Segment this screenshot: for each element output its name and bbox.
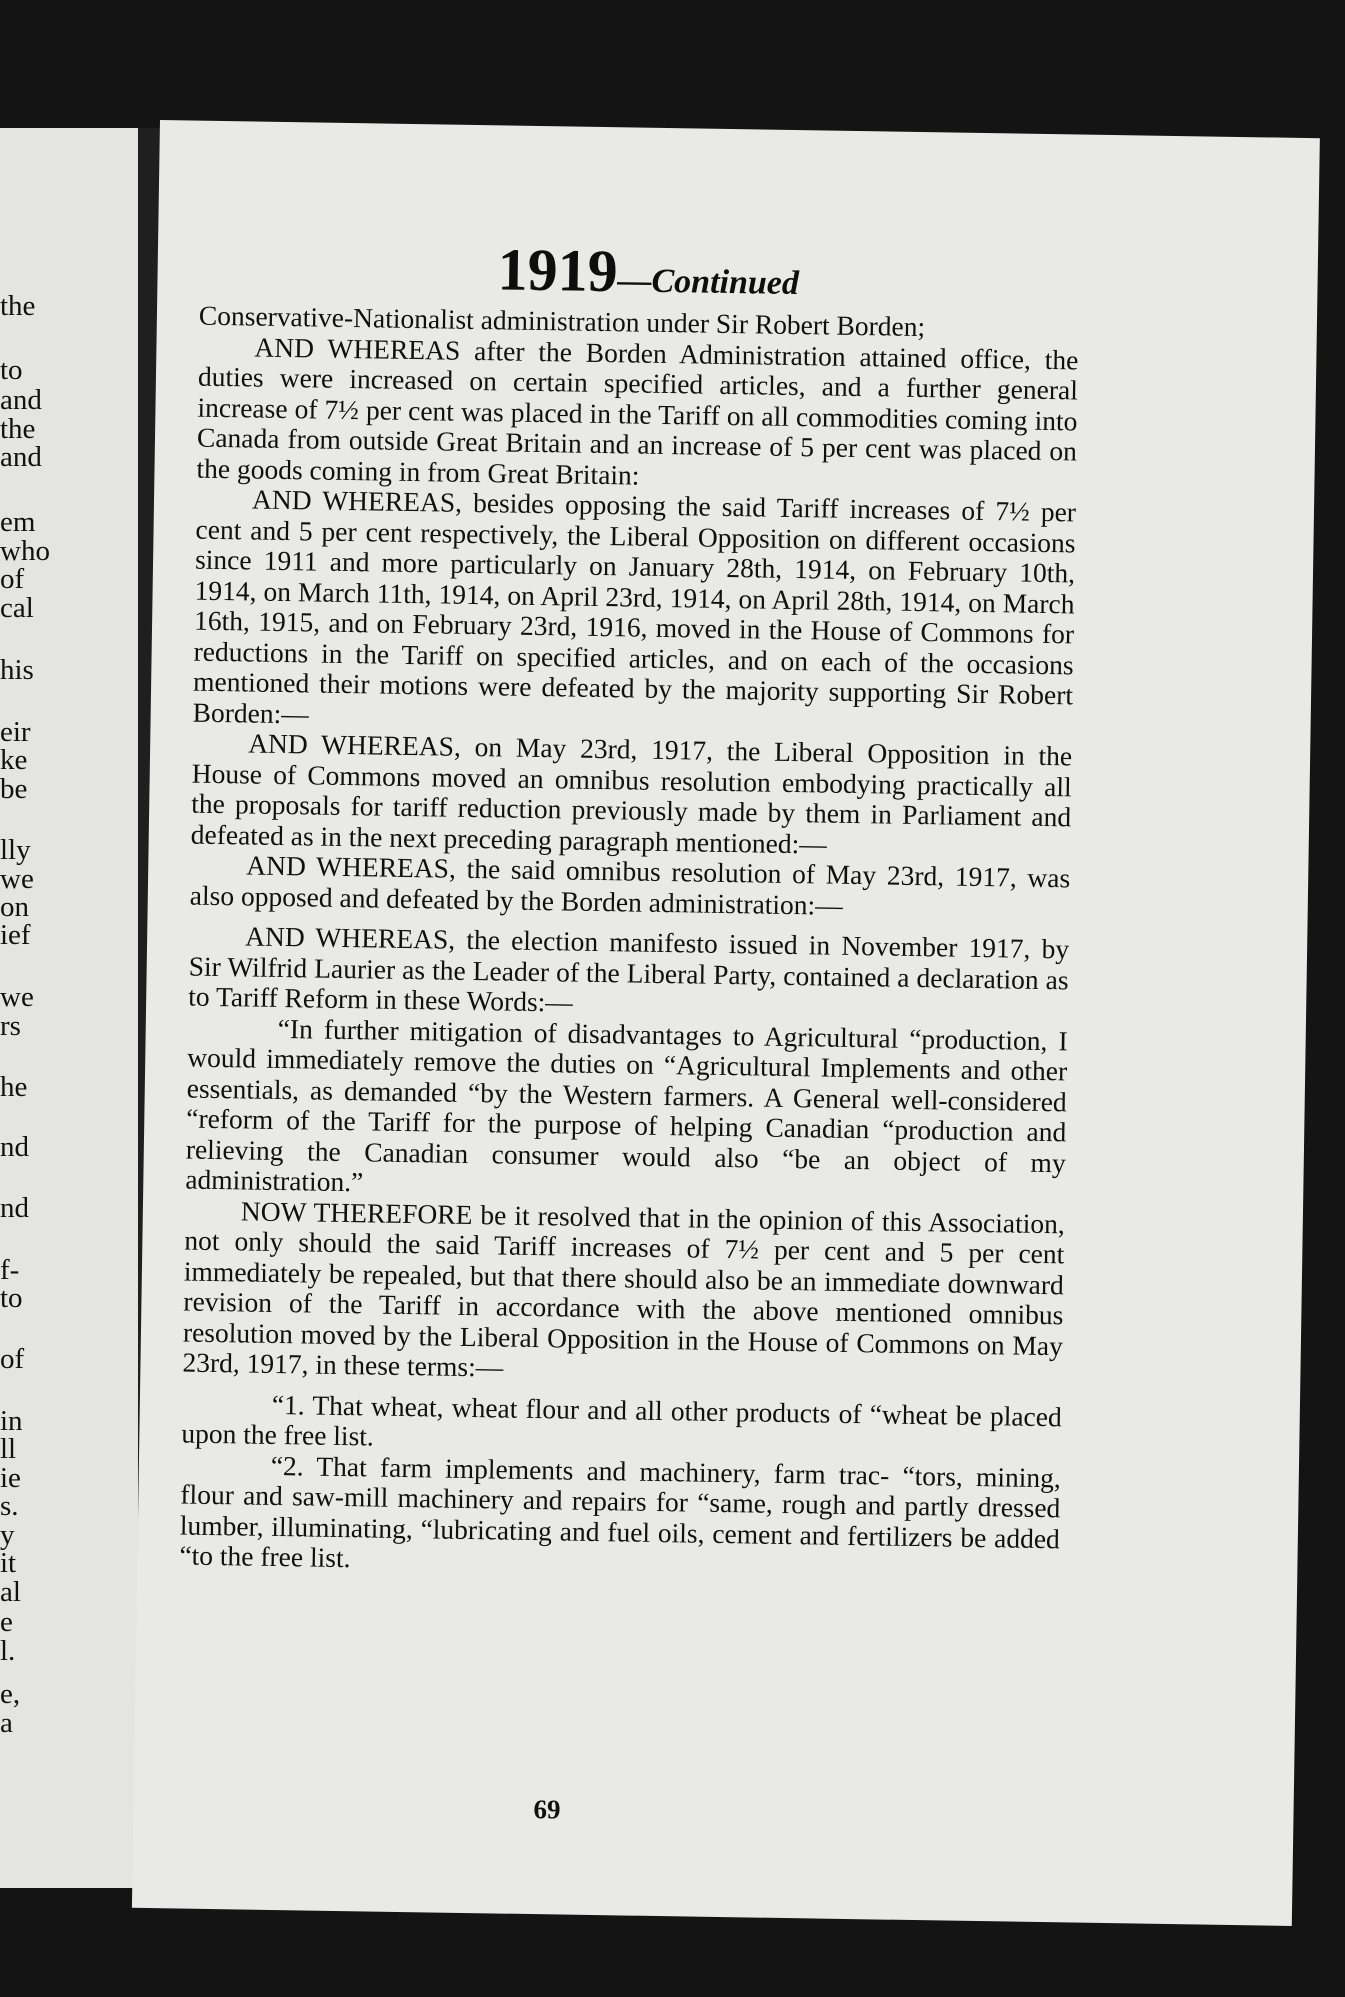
body-text [179, 301, 1079, 1585]
body-paragraph: “1. That wheat, wheat flour and all other products of “wheat be placed upon the free list. [181, 1388, 1062, 1452]
left-page-fragment: lly [0, 834, 31, 866]
left-page-fragment: em [0, 506, 36, 538]
left-page-fragment: rs [0, 1010, 21, 1042]
body-paragraph: AND WHEREAS, the election manifesto issued in November 1917, by Sir Wilfrid Laurier as the Leader of the Liberal Party, contained a declaration as to Tariff Reform in these Words:— [187, 920, 1070, 1018]
left-page-fragment: ll [0, 1433, 17, 1465]
body-paragraph: AND WHEREAS, the said omnibus resolution of May 23rd, 1917, was also opposed and defeated by the Borden administration:— [189, 849, 1071, 921]
page-heading [497, 235, 898, 310]
body-paragraph: AND WHEREAS after the Borden Administration attained office, the duties were increased on certain specified articles, and a further general increase of 7½ per cent was placed in the Tariff on all commodities coming into Canada from outside Great Britain and an increase of 5 per cent was placed on the goods coming in from Great Britain: [196, 331, 1079, 491]
left-page-fragment: we [0, 863, 34, 895]
left-page-edge [0, 128, 138, 1888]
left-page-fragment: nd [0, 1131, 29, 1163]
left-page-fragment: in [0, 1405, 23, 1437]
left-page-fragment: on [0, 891, 29, 923]
left-page-fragment: to [0, 1282, 23, 1314]
body-paragraph: NOW THEREFORE be it resolved that in the opinion of this Association, not only should the said Tariff increases of 7½ per cent and 5 per cent immediately be repealed, but that there should also be an immediate downward revision of the Tariff in accordance with the above mentioned omnibus resolution moved by the Liberal Opposition in the House of Commons on May 23rd, 1917, in these terms:— [182, 1194, 1066, 1383]
body-paragraph: Conservative-Nationalist administration under Sir Robert Borden; [198, 299, 926, 343]
left-page-fragment: his [0, 654, 34, 686]
left-page-fragment: a [0, 1707, 13, 1739]
body-paragraph: “In further mitigation of disadvantages to Agricultural “production, I would immediately remove the duties on “Agricultural Implements and other essentials, as demanded “by the Western farmers. A General well-considered “reform of the Tariff for the purpose of helping Canadian “production and relieving the Canadian consumer would also “be an object of my administration.” [185, 1012, 1068, 1198]
left-page-fragment: ie [0, 1462, 21, 1494]
left-page-fragment: who [0, 535, 50, 567]
left-page-fragment: e, [0, 1678, 21, 1710]
left-page-fragment: cal [0, 592, 34, 624]
left-page-fragment: be [0, 773, 28, 805]
left-page-fragment: of [0, 1343, 25, 1375]
left-page-fragment: to [0, 354, 23, 386]
left-page-fragment: al [0, 1576, 21, 1608]
left-page-fragment: s. [0, 1490, 19, 1522]
left-page-fragment: eir [0, 716, 31, 748]
heading-continued: —Continued [617, 262, 800, 303]
left-page-fragment: the [0, 290, 36, 322]
left-page-fragment: y [0, 1519, 15, 1551]
heading-year: 1919 [497, 236, 619, 305]
left-page-fragment: l. [0, 1635, 16, 1667]
left-page-fragment: f- [0, 1254, 20, 1286]
left-page-fragment: and [0, 384, 42, 416]
body-paragraph: AND WHEREAS, on May 23rd, 1917, the Liberal Opposition in the House of Commons moved an omnibus resolution embodying practically all the proposals for tariff reduction previously made by them in Parliament and defeated as in the next preceding paragraph mentioned:— [190, 727, 1073, 860]
left-page-fragment: the [0, 413, 36, 445]
left-page-fragment: it [0, 1547, 17, 1579]
left-page-fragment: nd [0, 1192, 29, 1224]
left-page-fragment: e [0, 1606, 13, 1638]
page-number: 69 [533, 1794, 561, 1825]
left-page-fragment: and [0, 441, 42, 473]
body-paragraph: “2. That farm implements and machinery, farm trac- “tors, mining, flour and saw-mill machinery and repairs for “same, rough and partly dressed lumber, illuminating, “lubricating and fuel oils, cement and fertilizers be added “to the free list. [179, 1449, 1062, 1574]
left-page-fragment: ief [0, 919, 31, 951]
left-page-fragment: of [0, 563, 25, 595]
left-page-fragment: ke [0, 744, 28, 776]
left-page-fragment: we [0, 981, 34, 1013]
body-paragraph: AND WHEREAS, besides opposing the said Tariff increases of 7½ per cent and 5 per cent respectively, the Liberal Opposition on different occasions since 1911 and more particularly on January 28th, 1914, on February 10th, 1914, on March 11th, 1914, on April 23rd, 1914, on April 28th, 1914, on March 16th, 1915, and on February 23rd, 1916, moved in the House of Commons for reductions in the Tariff on specified articles, and on each of the occasions mentioned their motions were defeated by the majority supporting Sir Robert Borden:— [192, 483, 1077, 729]
left-page-fragment: he [0, 1071, 28, 1103]
right-page [132, 120, 1320, 1926]
